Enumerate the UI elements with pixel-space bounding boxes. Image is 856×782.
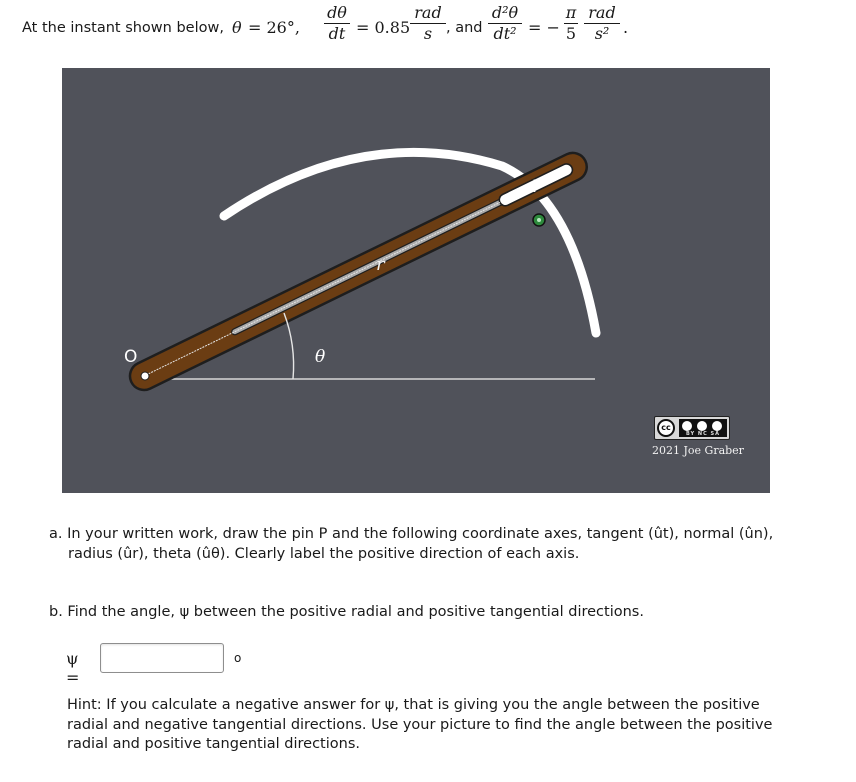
hint-line1: Hint: If you calculate a negative answer for ψ, that is giving you the angle between the positive <box>67 697 760 713</box>
cc-license-badge <box>654 416 730 440</box>
theta-symbol: θ <box>232 18 242 37</box>
problem-statement <box>22 0 852 60</box>
statement-period: . <box>623 18 629 37</box>
theta-label: θ <box>315 347 326 367</box>
part-b-question: b. Find the angle, ψ between the positive radial and positive tangential directions. <box>49 604 644 620</box>
rate-unit-fraction <box>410 4 446 43</box>
radius-label: r <box>376 254 385 275</box>
intro-text: At the instant shown below, <box>22 20 224 36</box>
part-a-line2: radius (ûr), theta (ûθ). Clearly label the positive direction of each axis. <box>68 546 580 562</box>
pi-over-five-fraction <box>564 4 578 43</box>
psi-answer-input[interactable] <box>100 643 224 673</box>
hint <box>67 696 852 755</box>
accel-unit-denominator: s² <box>594 24 610 43</box>
rate-unit-numerator: rad <box>414 3 442 22</box>
origin-pivot <box>141 372 149 380</box>
theta-accel-fraction <box>488 4 522 43</box>
theta-rate-denominator: dt <box>328 24 346 43</box>
accel-unit-numerator: rad <box>588 3 616 22</box>
theta-accel-numerator: d²θ <box>491 3 519 22</box>
theta-rate-fraction <box>324 4 350 43</box>
cc-logo-icon: cc <box>657 419 675 437</box>
theta-accel-denominator: dt² <box>493 24 517 43</box>
theta-rate-value: = 0.85 <box>356 18 411 37</box>
rate-unit-denominator: s <box>423 24 433 43</box>
license-tags: BY NC SA <box>686 431 720 437</box>
theta-accel-equals: = − <box>528 18 560 37</box>
origin-label: O <box>124 347 138 367</box>
slotted-arm <box>125 148 591 395</box>
accel-unit-fraction <box>584 4 620 43</box>
pin-p-center <box>537 218 541 222</box>
theta-value: = 26°, <box>248 18 300 37</box>
theta-rate-numerator: dθ <box>327 3 347 22</box>
mechanism-figure <box>62 68 770 493</box>
psi-label: ψ = <box>66 649 80 687</box>
pi-numerator: π <box>565 3 577 22</box>
hint-line3: radial and positive tangential directions. <box>67 736 360 752</box>
part-a-line1: a. In your written work, draw the pin P and the following coordinate axes, tangent (ût), normal (ûn), <box>49 526 774 542</box>
part-a <box>49 524 849 564</box>
figure-credit: 2021 Joe Graber <box>652 444 744 457</box>
pin-label: P <box>532 177 543 197</box>
five-denominator: 5 <box>565 24 577 43</box>
and-text: , and <box>446 20 483 36</box>
degree-unit: o <box>234 651 242 665</box>
hint-line2: radial and negative tangential directions. Use your picture to find the angle between the positive <box>67 716 773 733</box>
